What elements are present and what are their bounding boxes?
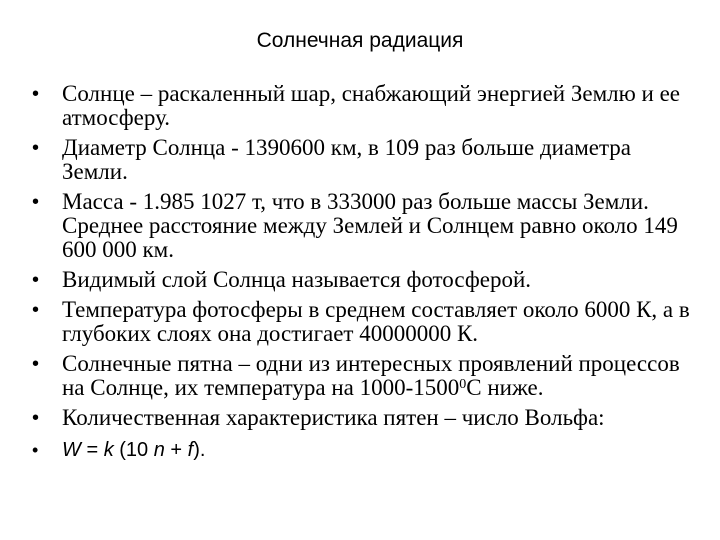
- bullet-text: Количественная характеристика пятен – число Вольфа:: [62, 405, 605, 430]
- bullet-text: Масса - 1.985 1027 т, что в 333000 раз больше массы Земли. Среднее расстояние между Землей и Солнцем равно около 149 600 000 км.: [62, 189, 678, 262]
- slide-title: Солнечная радиация: [256, 29, 464, 52]
- sunspot-text: Солнечные пятна – одни из интересных проявлений процессов на Солнце, их температура на 1000-1500: [62, 351, 680, 400]
- formula-text: [62, 439, 205, 461]
- bullet-icon: •: [32, 83, 40, 105]
- formula-plus: +: [164, 439, 188, 461]
- formula-n: n: [153, 439, 165, 461]
- formula-open: (10: [113, 439, 154, 461]
- list-item: [32, 352, 692, 400]
- formula-eq: =: [80, 439, 104, 461]
- bullet-icon: •: [32, 299, 40, 321]
- list-item: [32, 268, 692, 292]
- wolf-formula: [32, 438, 692, 462]
- bullet-icon: •: [32, 137, 40, 159]
- bullet-text: Солнце – раскаленный шар, снабжающий энергией Землю и ее атмосферу.: [62, 81, 681, 130]
- formula-w: W: [62, 439, 81, 461]
- bullet-text: Видимый слой Солнца называется фотосферой.: [62, 267, 532, 292]
- bullet-text: Температура фотосферы в среднем составляет около 6000 К, а в глубоких слоях она достигает 40000000 К.: [62, 297, 690, 346]
- bullet-icon: •: [32, 269, 40, 291]
- list-item: [32, 136, 692, 184]
- bullet-icon: •: [32, 407, 40, 429]
- bullet-text: Диаметр Солнца - 1390600 км, в 109 раз больше диаметра Земли.: [62, 135, 631, 184]
- list-item: [32, 82, 692, 130]
- bullet-icon: •: [32, 353, 40, 375]
- list-item: [32, 406, 692, 430]
- sunspot-text-end: С ниже.: [466, 375, 544, 400]
- list-item: [32, 190, 692, 262]
- bullet-text: [62, 351, 680, 400]
- formula-k: k: [103, 439, 114, 461]
- formula-close: ).: [193, 439, 206, 461]
- bullet-icon: •: [32, 440, 39, 460]
- degree-superscript: 0: [459, 377, 467, 392]
- list-item: [32, 298, 692, 346]
- bullet-list: [32, 82, 692, 468]
- bullet-icon: •: [32, 191, 40, 213]
- formula-f: f: [187, 439, 194, 461]
